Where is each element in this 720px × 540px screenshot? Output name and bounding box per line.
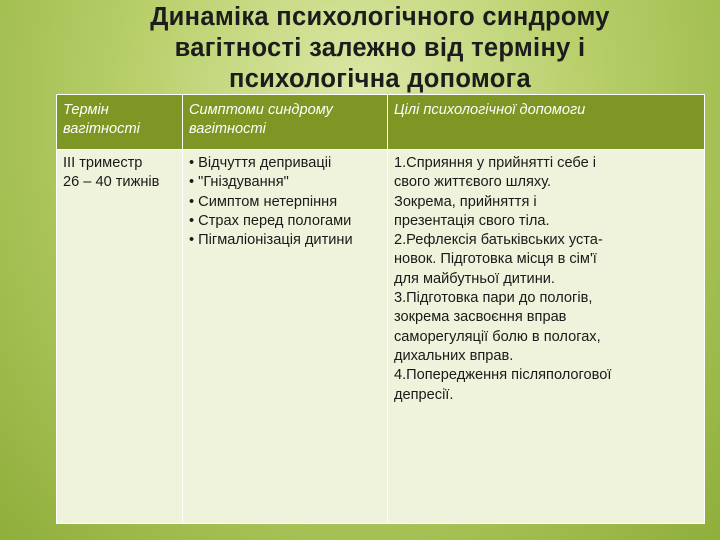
header-symptoms: [183, 95, 388, 150]
goal-line: Зокрема, прийняття і: [394, 193, 537, 210]
symptom-item: • Симптом нетерпіння: [189, 193, 338, 210]
symptom-item: • Пігмаліонізація дитини: [189, 232, 353, 249]
title-line-3: психологічна допомога: [229, 65, 531, 93]
goal-line: 4.Попередження післяпологової: [394, 367, 612, 384]
goal-line: 3.Підготовка пари до пологів,: [394, 290, 593, 307]
header-term-line: Термін: [63, 102, 109, 118]
pregnancy-table: [56, 94, 705, 524]
title-line-2: вагітності залежно від терміну і: [174, 34, 586, 62]
goal-line: 1.Сприяння у прийнятті себе і: [394, 155, 597, 171]
header-term-line: вагітності: [63, 121, 140, 138]
header-symptoms-line: Симптоми синдрому: [189, 102, 333, 118]
goal-line: презентація свого тіла.: [394, 212, 550, 229]
header-goals: [388, 95, 705, 150]
goal-line: саморегуляції болю в пологах,: [394, 328, 601, 345]
table-row: [57, 150, 705, 524]
goal-line: депресії.: [394, 386, 454, 403]
goal-line: зокрема засвоєння вправ: [394, 309, 567, 326]
term-line: ІІІ триместр: [63, 155, 143, 171]
cell-term: [57, 150, 183, 524]
table-header-row: [57, 95, 705, 150]
title-line-1: Динаміка психологічного синдрому: [150, 3, 610, 31]
header-term: [57, 95, 183, 150]
goal-line: дихальних вправ.: [394, 347, 514, 364]
term-line: 26 – 40 тижнів: [63, 174, 160, 191]
slide-title: [90, 2, 670, 95]
header-symptoms-line: вагітності: [189, 121, 266, 138]
header-goals-line: Цілі психологічної допомоги: [394, 102, 586, 118]
goal-line: свого життєвого шляху.: [394, 174, 552, 191]
symptom-item: • "Гніздування": [189, 174, 289, 191]
symptom-item: • Відчуття деприваціі: [189, 155, 332, 171]
cell-symptoms: [183, 150, 388, 524]
goal-line: 2.Рефлексія батьківських уста-: [394, 232, 603, 249]
cell-goals: [388, 150, 705, 524]
symptom-item: • Страх перед пологами: [189, 212, 352, 229]
goal-line: новок. Підготовка місця в сім'ї: [394, 251, 597, 268]
goal-line: для майбутньої дитини.: [394, 270, 555, 287]
